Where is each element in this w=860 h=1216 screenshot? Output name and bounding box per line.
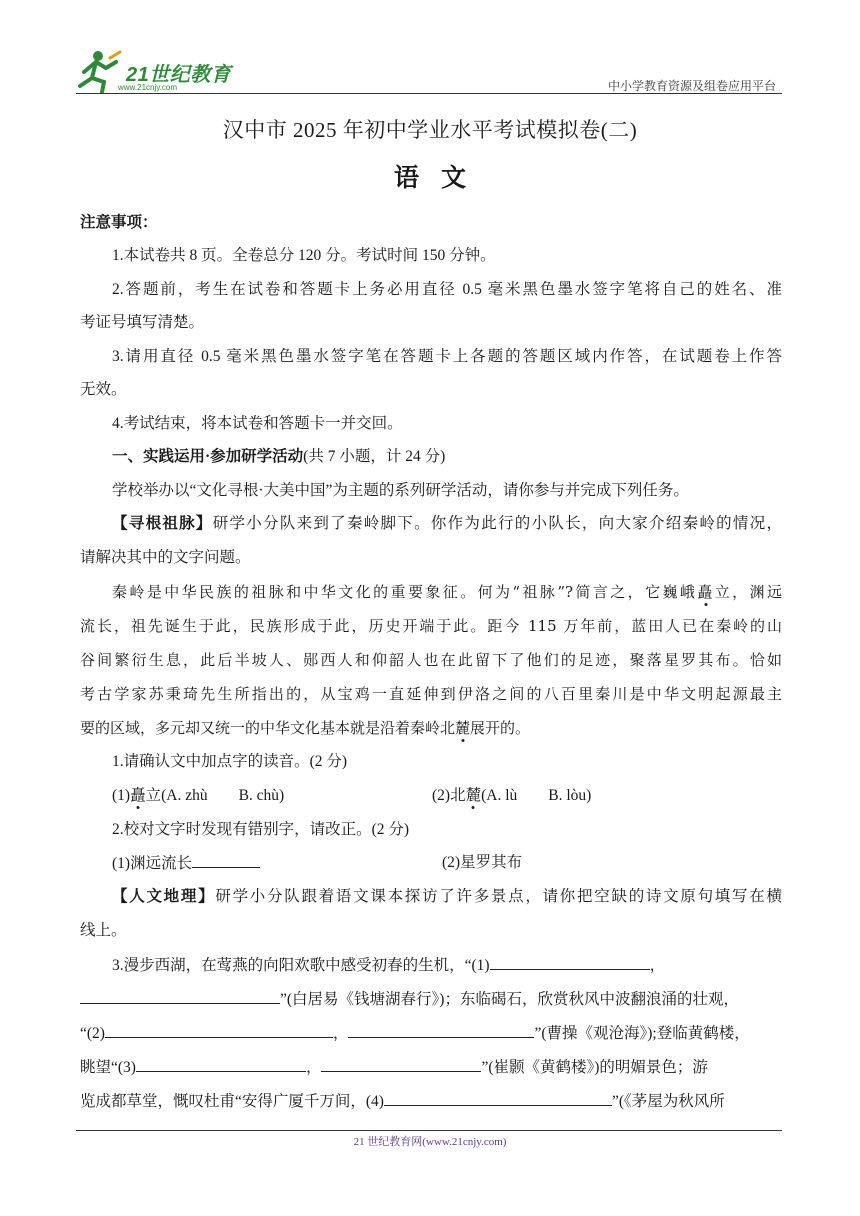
answer-blank[interactable]: [136, 1057, 306, 1072]
notice-item: 无效。: [80, 381, 127, 398]
subject-title: 语文: [393, 165, 488, 192]
brand-name: 21世纪教育: [126, 64, 232, 86]
section-heading: [112, 447, 782, 467]
notice-item: 考证号填写清楚。: [80, 314, 205, 331]
dotted-char: 矗: [697, 583, 715, 601]
brand-url: www.21cnjy.com: [118, 83, 177, 92]
notice-item: 2.答题前，考生在试卷和答题卡上务必用直径 0.5 毫米黑色墨水签字笔将自己的姓名、准: [112, 281, 782, 298]
section-title: 一、实践运用·参加研学活动: [112, 448, 304, 465]
question-3: 3.漫步西湖，在莺燕的向阳欢歌中感受初春的生机，“(1) ，: [112, 957, 666, 974]
q2-item-2: (2)星罗其布: [442, 854, 523, 871]
answer-blank[interactable]: [80, 989, 280, 1004]
q2-item-1: (1)渊远流长: [112, 853, 260, 874]
answer-blank[interactable]: [192, 853, 260, 868]
notice-item: 4.考试结束，将本试卷和答题卡一并交回。: [112, 415, 403, 432]
answer-blank[interactable]: [384, 1091, 612, 1106]
q1-option-2: (2)北麓(A. lù B. lòu): [432, 787, 592, 804]
notice-heading: 注意事项：: [80, 214, 158, 231]
dotted-char: 麓: [455, 719, 471, 737]
passage-line: 谷间繁衍生息，此后半坡人、郧西人和仰韶人也在此留下了他们的足迹，聚落星罗其布。恰如: [80, 651, 782, 669]
notice-item: 1.本试卷共 8 页。全卷总分 120 分。考试时间 150 分钟。: [112, 247, 496, 264]
task2-intro-cont: 线上。: [80, 922, 127, 939]
passage-line: 考古学家苏秉琦先生所指出的，从宝鸡一直延伸到伊洛之间的八百里秦川是中华文明起源最主: [80, 685, 782, 703]
passage-line: 流长，祖先诞生于此，民族形成于此，历史开端于此。距今 115 万年前，蓝田人已在秦岭的山: [80, 617, 782, 635]
exam-title: 汉中市 2025 年初中学业水平考试模拟卷(二): [222, 118, 638, 142]
answer-blank[interactable]: [348, 1023, 534, 1038]
question-3-line: 览成都草堂，慨叹杜甫“安得广厦千万间，(4) ”(《茅屋为秋风所: [80, 1093, 725, 1110]
answer-blank[interactable]: [321, 1057, 481, 1072]
footer-text: 21 世纪教育网(www.21cnjy.com): [353, 1136, 507, 1148]
question-3-line: “(2) ， ”(曹操《观沧海》);登临黄鹤楼，: [80, 1025, 750, 1042]
section-score: (共 7 小题，计 24 分): [303, 448, 446, 465]
task1-tag: 【寻根祖脉】: [112, 515, 213, 532]
question-3-line: ”(白居易《钱塘湖春行》)；东临碣石，欣赏秋风中波翻浪涌的壮观，: [80, 989, 782, 1010]
notice-item: 3.请用直径 0.5 毫米黑色墨水签字笔在答题卡上各题的答题区域内作答，在试题卷上作答: [112, 348, 782, 365]
task2-intro: 【人文地理】研学小分队跟着语文课本探访了许多景点，请你把空缺的诗文原句填写在横: [112, 888, 782, 905]
task2-tag: 【人文地理】: [112, 888, 216, 905]
header-divider: [76, 93, 782, 94]
question-2: 2.校对文字时发现有错别字，请改正。(2 分): [112, 821, 410, 838]
passage-line: 要的区域，多元却又统一的中华文化基本就是沿着秦岭北麓展开的。: [80, 719, 531, 737]
q1-option-1: (1)矗立(A. zhù B. chù): [112, 787, 285, 804]
task1-intro-cont: 请解决其中的文字问题。: [80, 549, 251, 566]
question-3-line: 眺望“(3) ， ”(崔颢《黄鹤楼》)的明媚景色；游: [80, 1059, 708, 1076]
question-1: 1.请确认文中加点字的读音。(2 分): [112, 753, 348, 770]
section-intro: 学校举办以“文化寻根·大美中国”为主题的系列研学活动，请你参与并完成下列任务。: [112, 482, 689, 499]
answer-blank[interactable]: [105, 1023, 333, 1038]
passage-line: 秦岭是中华民族的祖脉和中华文化的重要象征。何为“祖脉”?简言之，它巍峨矗立，渊远: [112, 583, 782, 601]
answer-blank[interactable]: [490, 955, 650, 970]
footer-divider: [76, 1130, 782, 1131]
platform-tagline: 中小学教育资源及组卷应用平台: [607, 79, 776, 93]
task1-intro: 【寻根祖脉】研学小分队来到了秦岭脚下。你作为此行的小队长，向大家介绍秦岭的情况，: [112, 515, 782, 532]
